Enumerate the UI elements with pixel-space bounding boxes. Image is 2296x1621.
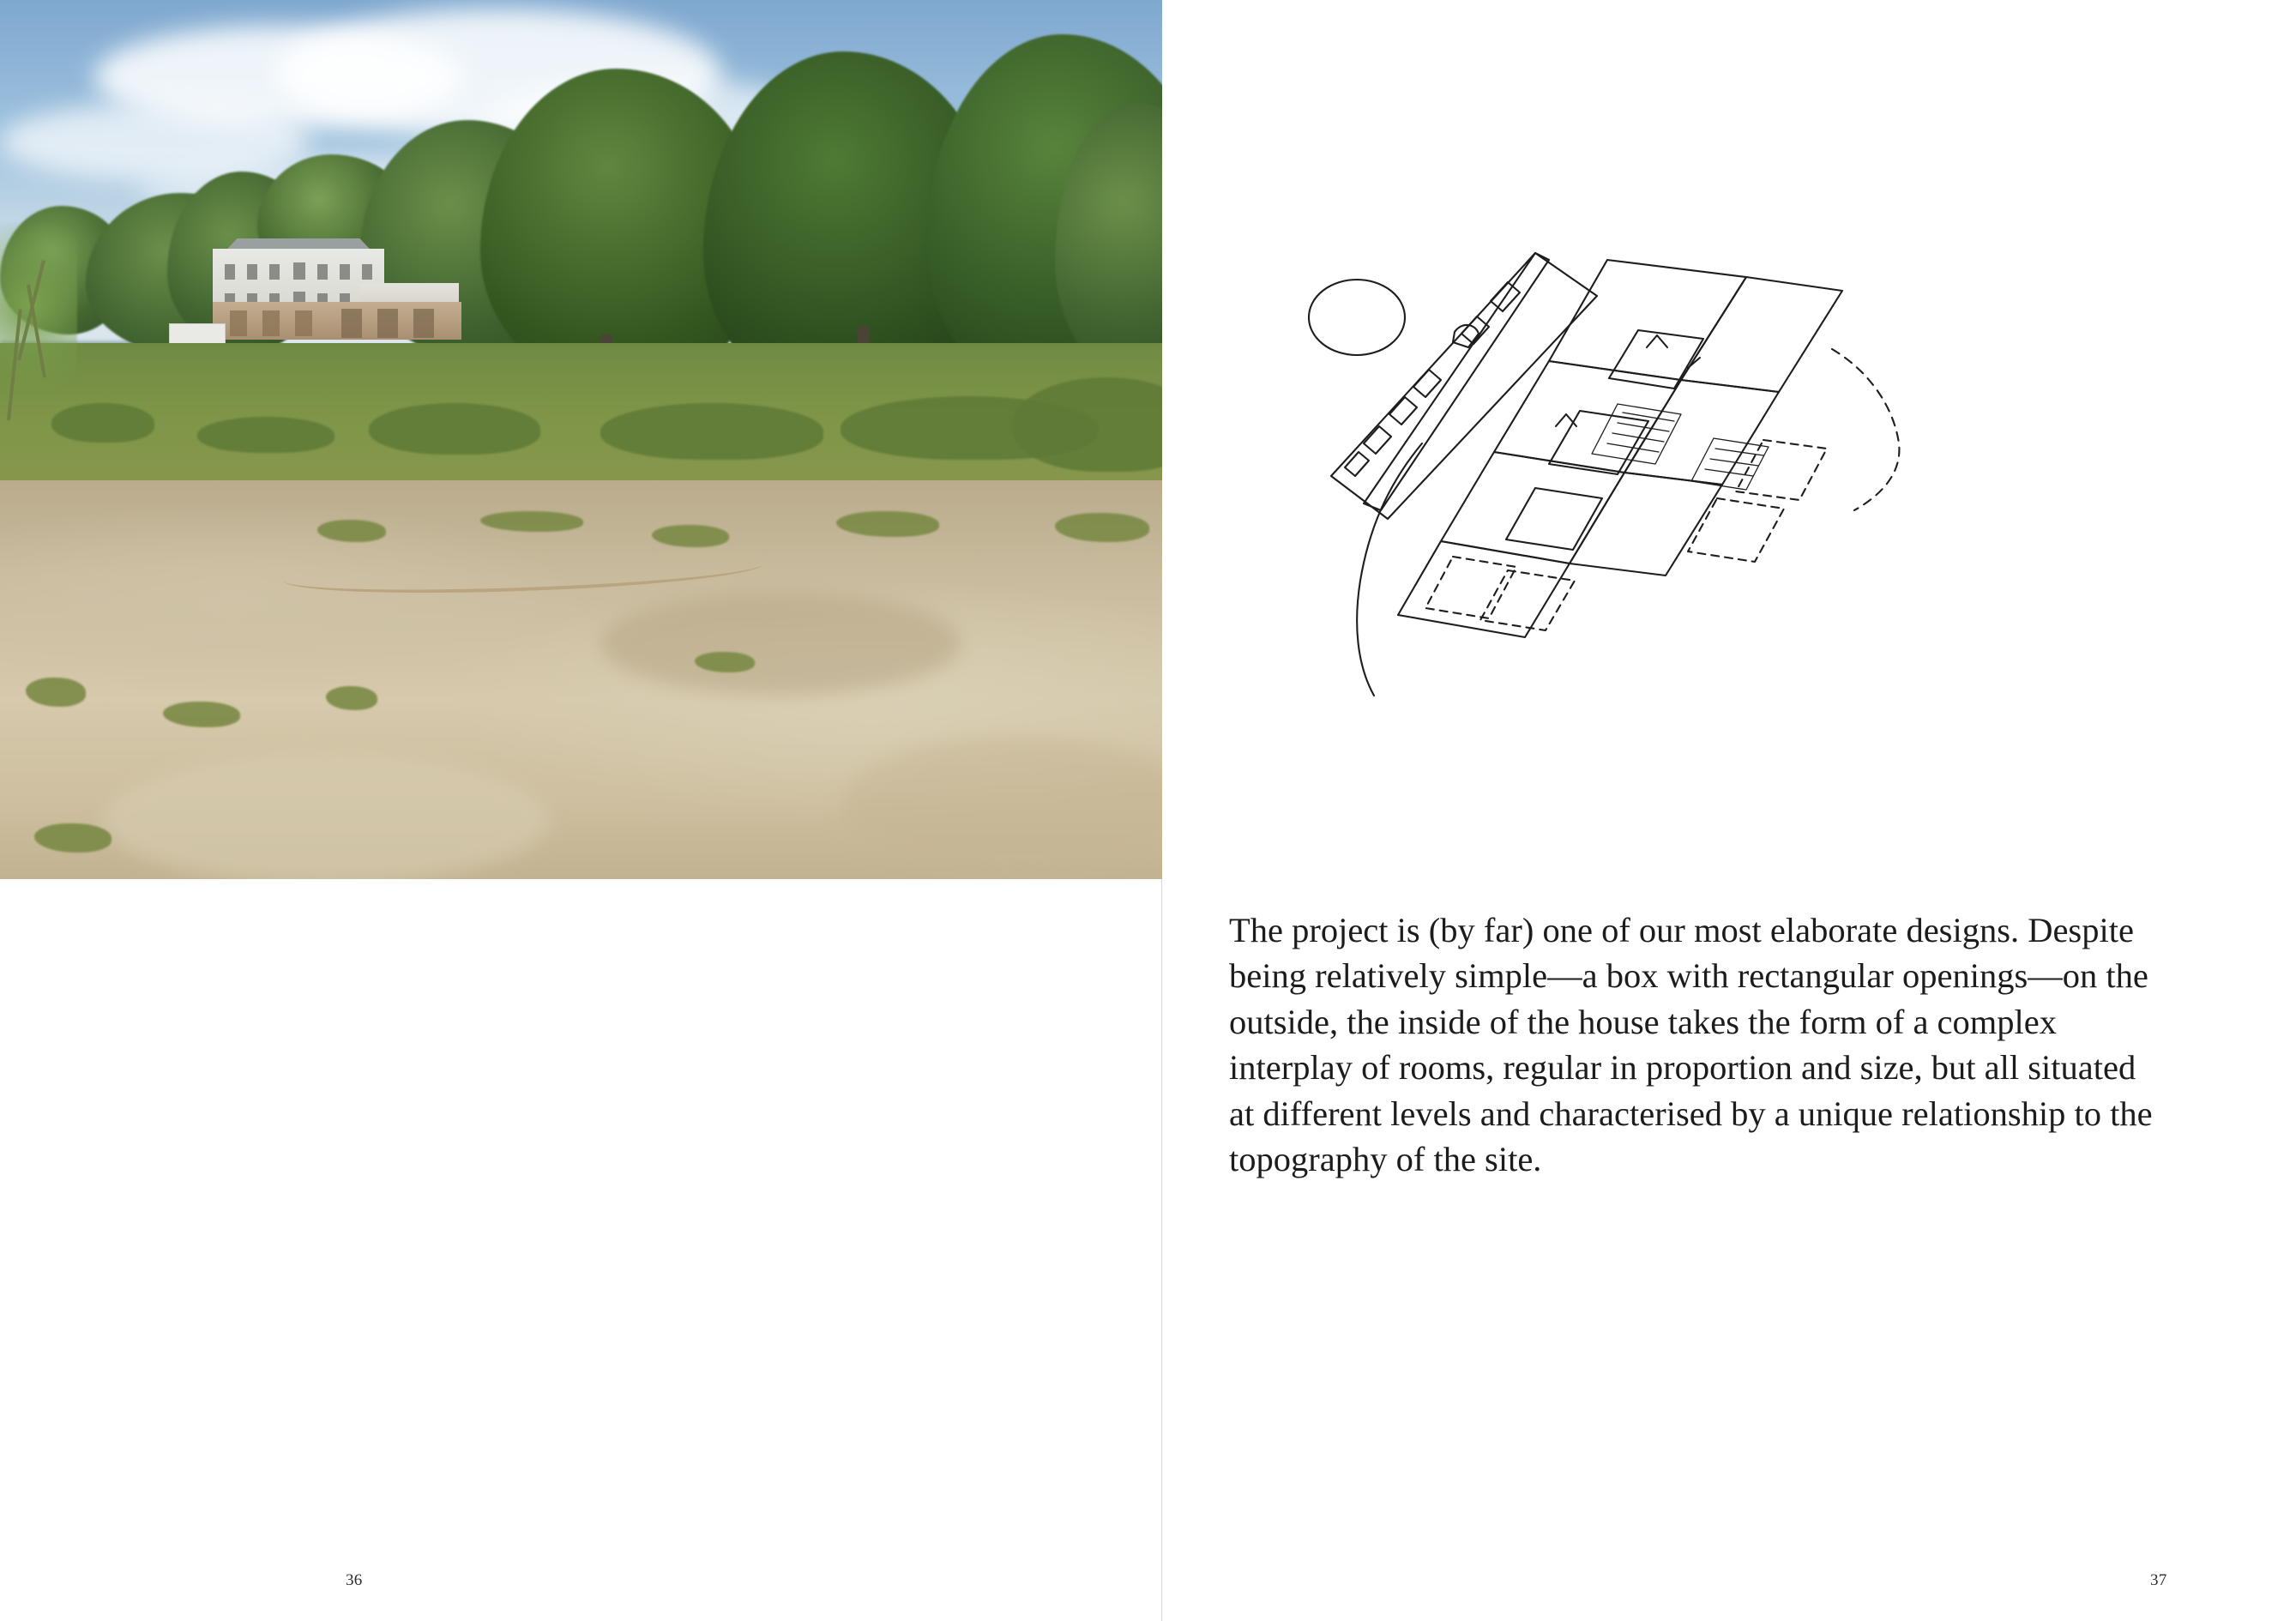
right-page: [1162, 0, 2296, 1621]
contour-line: [1357, 443, 1422, 696]
volume: [1570, 473, 1722, 575]
volume: [1681, 277, 1842, 392]
scrub: [197, 417, 334, 453]
scrub: [369, 403, 540, 455]
oval-mark: [1309, 280, 1405, 355]
volume: [1549, 260, 1746, 380]
body-paragraph: The project is (by far) one of our most elaborate designs. Despite being relatively simple—a box with rectangular openings—on the outside, the inside of the house takes the form of a complex interplay of rooms, regular in proportion and size, but all situated at different levels and characterised by a unique relationship to the topography of the site.: [1229, 911, 2153, 1179]
volume: [1398, 541, 1570, 637]
volume: [1624, 380, 1779, 485]
sand-patch: [103, 755, 549, 879]
concept-sketch: [1278, 227, 2178, 708]
demolished-wing: [213, 302, 461, 340]
page-number-left: 36: [346, 1571, 363, 1589]
scrub: [600, 403, 823, 460]
hatched-area: [1592, 404, 1681, 464]
page-number-right: 37: [2150, 1571, 2167, 1589]
sand-patch: [600, 592, 961, 695]
dashed-site-line: [1832, 349, 1899, 510]
site-photograph: [0, 0, 1162, 879]
